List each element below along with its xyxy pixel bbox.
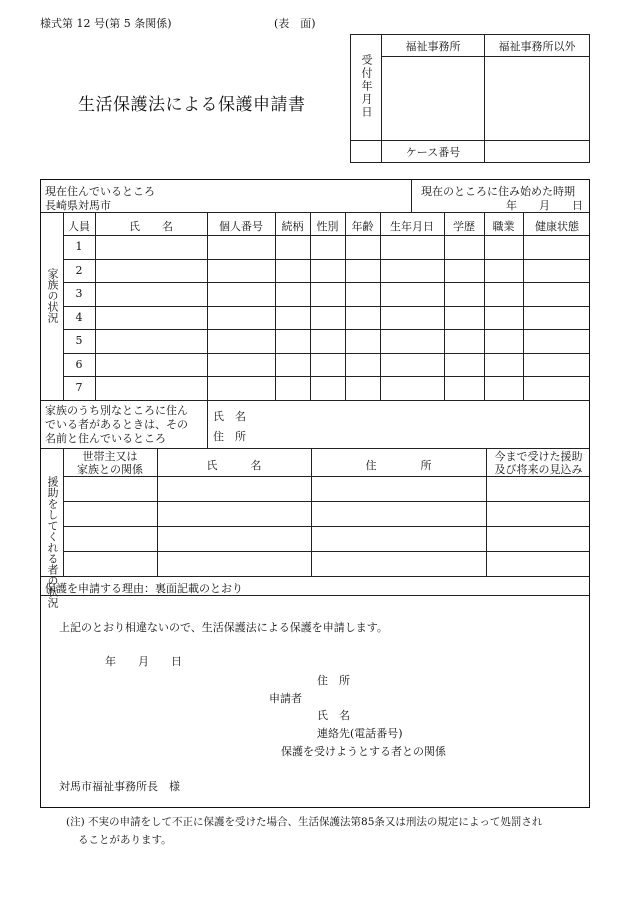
case-number-field[interactable] <box>485 141 590 163</box>
family-section-label: 家族の状況 <box>46 268 59 323</box>
separate-address-label: 住 所 <box>213 430 246 443</box>
applicant-contact-label: 連絡先(電話番号) <box>317 727 403 740</box>
applicant-address-label: 住 所 <box>317 674 350 687</box>
other-office-stamp-area[interactable] <box>485 57 590 141</box>
col-age: 年齢 <box>351 220 374 233</box>
col-occupation: 職業 <box>492 220 515 233</box>
family-row-number: 5 <box>75 334 83 347</box>
blank-cell <box>351 141 382 163</box>
separate-name-label: 氏 名 <box>213 410 246 423</box>
other-office-header: 福祉事務所以外 <box>485 35 590 57</box>
addressee: 対馬市福祉事務所長 様 <box>59 780 180 793</box>
separate-family-label: 家族のうち別なところに住ん でいる者があるときは、その 名前と住んでいるところ <box>45 404 188 445</box>
family-row-number: 3 <box>75 287 83 300</box>
reason-label: 保護を申請する理由：裏面記載のとおり <box>45 582 243 595</box>
col-education: 学歴 <box>453 220 475 233</box>
col-count: 人員 <box>68 220 90 233</box>
residence-since-date[interactable]: 年 月 日 <box>506 199 583 212</box>
support-section-label: 援助をしてくれる者の状況 <box>46 476 59 608</box>
col-relation: 続柄 <box>281 220 304 233</box>
reception-date-cell <box>351 35 382 141</box>
reception-date-label: 受付年月日 <box>360 53 373 119</box>
reception-box <box>350 34 590 163</box>
support-col-help: 今まで受けた援助 及び将来の見込み <box>494 450 583 476</box>
application-date[interactable]: 年 月 日 <box>105 655 182 668</box>
col-health: 健康状態 <box>535 220 579 233</box>
col-birthdate: 生年月日 <box>390 220 434 233</box>
col-sex: 性別 <box>316 220 339 233</box>
residence-since-label: 現在のところに住み始めた時期 <box>421 185 575 198</box>
office-header: 福祉事務所 <box>382 35 485 57</box>
applicant-name-label: 氏 名 <box>317 709 350 722</box>
case-number-label: ケース番号 <box>382 141 485 163</box>
support-col-address: 住 所 <box>365 459 432 472</box>
col-id-number: 個人番号 <box>219 220 263 233</box>
family-row-number: 1 <box>75 240 83 253</box>
residence-label: 現在住んでいるところ <box>45 185 155 198</box>
form-number: 様式第 12 号(第 5 条関係) <box>40 17 172 30</box>
support-col-relation: 世帯主又は 家族との関係 <box>77 450 143 476</box>
application-form <box>40 179 590 808</box>
family-row-number: 4 <box>75 311 83 324</box>
office-stamp-area[interactable] <box>382 57 485 141</box>
footnote-line2: ることがあります。 <box>78 834 172 846</box>
document-title: 生活保護法による保護申請書 <box>78 95 306 115</box>
applicant-relation-label: 保護を受けようとする者との関係 <box>281 745 446 758</box>
footnote-line1: (注) 不実の申請をして不正に保護を受けた場合、生活保護法第85条又は刑法の規定によって処罰され <box>66 816 543 828</box>
family-row-number: 2 <box>75 264 83 277</box>
side-label: (表 面) <box>274 17 316 30</box>
applicant-label: 申請者 <box>269 692 302 705</box>
col-name: 氏 名 <box>129 220 173 233</box>
family-row-number: 7 <box>75 381 83 394</box>
residence-value[interactable]: 長崎県対馬市 <box>45 199 111 212</box>
family-row-number: 6 <box>75 358 83 371</box>
support-col-name: 氏 名 <box>206 459 262 472</box>
declaration-statement: 上記のとおり相違ないので、生活保護法による保護を申請します。 <box>59 621 388 634</box>
